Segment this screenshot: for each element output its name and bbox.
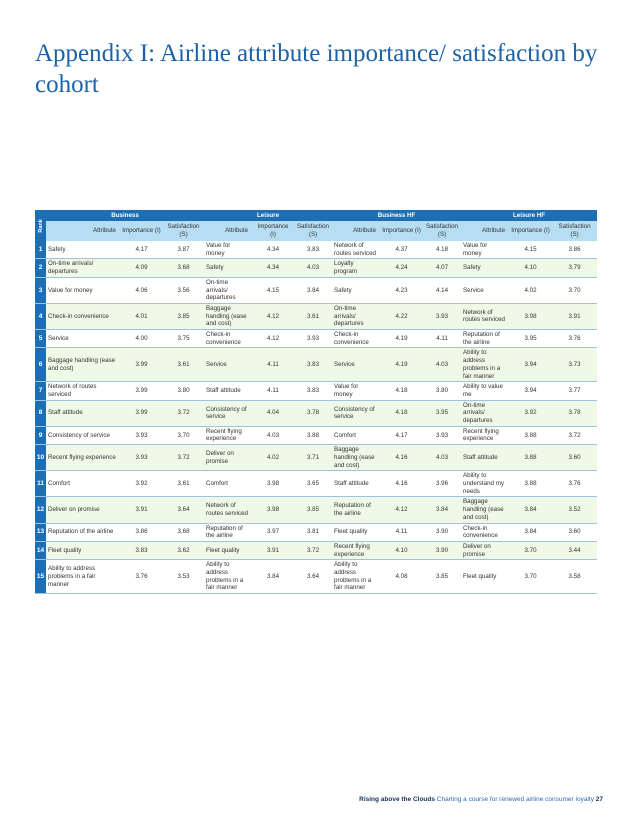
importance-cell: 4.22 [380, 303, 423, 329]
importance-cell: 3.84 [509, 523, 552, 541]
attribute-header: Attribute [204, 221, 252, 241]
importance-cell: 4.11 [252, 382, 294, 400]
importance-cell: 4.02 [252, 445, 294, 471]
satisfaction-cell: 3.84 [294, 277, 332, 303]
attribute-cell: On-time arrivals/ departures [46, 259, 120, 277]
importance-cell: 3.99 [120, 348, 163, 382]
table-row [35, 471, 597, 497]
attribute-cell: Service [332, 348, 380, 382]
satisfaction-cell: 3.77 [552, 382, 597, 400]
importance-cell: 3.92 [509, 400, 552, 426]
importance-cell: 3.99 [120, 382, 163, 400]
rank-cell: 2 [35, 259, 46, 277]
attribute-cell: Safety [461, 259, 509, 277]
table-row [35, 400, 597, 426]
rank-cell: 3 [35, 277, 46, 303]
attribute-cell: Ability to address problems in a fair manner [332, 560, 380, 594]
table-row [35, 277, 597, 303]
satisfaction-cell: 4.03 [294, 259, 332, 277]
attribute-cell: Reputation of the airline [332, 497, 380, 523]
rank-cell: 8 [35, 400, 46, 426]
attribute-cell: Consistency of service [46, 426, 120, 444]
rank-cell: 12 [35, 497, 46, 523]
attribute-cell: Recent flying experience [204, 426, 252, 444]
importance-header: Importance (I) [380, 221, 423, 241]
satisfaction-cell: 3.79 [552, 259, 597, 277]
importance-cell: 4.06 [120, 277, 163, 303]
satisfaction-cell: 3.87 [163, 241, 204, 259]
attribute-cell: Deliver on promise [204, 445, 252, 471]
satisfaction-cell: 3.70 [163, 426, 204, 444]
rank-cell: 4 [35, 303, 46, 329]
attribute-cell: Staff attitude [204, 382, 252, 400]
satisfaction-cell: 3.56 [163, 277, 204, 303]
attribute-cell: Reputation of the airline [204, 523, 252, 541]
table-row [35, 382, 597, 400]
satisfaction-cell: 3.65 [294, 471, 332, 497]
rank-cell: 10 [35, 445, 46, 471]
importance-cell: 3.98 [252, 471, 294, 497]
attribute-cell: Check-in convenience [46, 303, 120, 329]
attribute-cell: Service [461, 277, 509, 303]
importance-cell: 3.93 [120, 426, 163, 444]
importance-cell: 4.04 [252, 400, 294, 426]
attribute-cell: Comfort [46, 471, 120, 497]
rank-cell: 14 [35, 541, 46, 559]
satisfaction-cell: 3.72 [294, 541, 332, 559]
satisfaction-cell: 4.03 [423, 445, 461, 471]
satisfaction-header: Satisfaction (S) [423, 221, 461, 241]
importance-cell: 3.84 [509, 497, 552, 523]
satisfaction-cell: 3.95 [423, 400, 461, 426]
satisfaction-cell: 3.88 [294, 426, 332, 444]
satisfaction-cell: 3.91 [552, 303, 597, 329]
attribute-cell: Check-in convenience [204, 330, 252, 348]
satisfaction-header: Satisfaction (S) [552, 221, 597, 241]
satisfaction-cell: 3.78 [552, 400, 597, 426]
satisfaction-cell: 3.83 [294, 382, 332, 400]
table-row [35, 497, 597, 523]
attribute-cell: Recent flying experience [46, 445, 120, 471]
importance-cell: 3.97 [252, 523, 294, 541]
rank-header: Rank [35, 210, 46, 241]
satisfaction-cell: 3.85 [163, 303, 204, 329]
attribute-cell: Network of routes serviced [332, 241, 380, 259]
importance-cell: 4.12 [252, 330, 294, 348]
importance-cell: 4.37 [380, 241, 423, 259]
satisfaction-cell: 3.60 [552, 523, 597, 541]
satisfaction-cell: 3.71 [294, 445, 332, 471]
rank-cell: 9 [35, 426, 46, 444]
importance-cell: 3.86 [120, 523, 163, 541]
attribute-header: Attribute [461, 221, 509, 241]
satisfaction-cell: 3.80 [423, 382, 461, 400]
satisfaction-cell: 3.81 [294, 523, 332, 541]
rank-cell: 13 [35, 523, 46, 541]
attribute-cell: Fleet quality [46, 541, 120, 559]
importance-cell: 3.88 [509, 445, 552, 471]
cohort-header-business-hf: Business HF [332, 210, 461, 221]
importance-cell: 3.88 [509, 426, 552, 444]
attribute-cell: Consistency of service [204, 400, 252, 426]
attribute-cell: Safety [204, 259, 252, 277]
importance-cell: 4.02 [509, 277, 552, 303]
satisfaction-cell: 3.85 [423, 560, 461, 594]
satisfaction-cell: 3.52 [552, 497, 597, 523]
footer-report-title: Rising above the Clouds [359, 796, 435, 803]
attribute-cell: Check-in convenience [332, 330, 380, 348]
rank-cell: 11 [35, 471, 46, 497]
satisfaction-cell: 3.70 [552, 277, 597, 303]
importance-cell: 3.84 [252, 560, 294, 594]
importance-cell: 3.70 [509, 560, 552, 594]
satisfaction-cell: 3.62 [163, 541, 204, 559]
satisfaction-cell: 4.14 [423, 277, 461, 303]
satisfaction-cell: 3.90 [423, 523, 461, 541]
satisfaction-cell: 3.93 [294, 330, 332, 348]
satisfaction-cell: 3.72 [163, 400, 204, 426]
attribute-cell: Reputation of the airline [461, 330, 509, 348]
satisfaction-cell: 4.07 [423, 259, 461, 277]
satisfaction-cell: 3.64 [163, 497, 204, 523]
satisfaction-cell: 3.61 [163, 471, 204, 497]
importance-cell: 4.34 [252, 241, 294, 259]
importance-cell: 4.34 [252, 259, 294, 277]
attribute-cell: Staff attitude [332, 471, 380, 497]
importance-header: Importance (I) [120, 221, 163, 241]
attribute-cell: Safety [332, 277, 380, 303]
attribute-cell: Network of routes serviced [46, 382, 120, 400]
importance-cell: 4.10 [380, 541, 423, 559]
cohort-header-leisure: Leisure [204, 210, 332, 221]
satisfaction-cell: 3.60 [552, 445, 597, 471]
rank-cell: 5 [35, 330, 46, 348]
importance-cell: 3.83 [120, 541, 163, 559]
attribute-cell: Service [204, 348, 252, 382]
importance-cell: 3.88 [509, 471, 552, 497]
page-footer [359, 796, 603, 803]
attribute-cell: Ability to address problems in a fair manner [204, 560, 252, 594]
attribute-cell: On-time arrivals/ departures [332, 303, 380, 329]
importance-cell: 3.91 [252, 541, 294, 559]
attribute-cell: Baggage handling (ease and cost) [46, 348, 120, 382]
table-row [35, 541, 597, 559]
table-row [35, 348, 597, 382]
importance-cell: 3.98 [252, 497, 294, 523]
importance-cell: 4.12 [252, 303, 294, 329]
attribute-cell: Ability to address problems in a fair manner [461, 348, 509, 382]
page-number: 27 [595, 796, 603, 803]
satisfaction-cell: 4.11 [423, 330, 461, 348]
attribute-cell: Deliver on promise [461, 541, 509, 559]
attribute-cell: Ability to address problems in a fair manner [46, 560, 120, 594]
satisfaction-cell: 3.84 [423, 497, 461, 523]
attribute-cell: Recent flying experience [332, 541, 380, 559]
importance-cell: 3.91 [120, 497, 163, 523]
satisfaction-cell: 3.80 [163, 382, 204, 400]
table-row [35, 426, 597, 444]
importance-cell: 4.18 [380, 400, 423, 426]
satisfaction-cell: 3.68 [163, 259, 204, 277]
attribute-cell: Deliver on promise [46, 497, 120, 523]
cohort-header-business: Business [46, 210, 204, 221]
importance-cell: 4.18 [380, 382, 423, 400]
satisfaction-cell: 3.85 [294, 497, 332, 523]
satisfaction-cell: 3.76 [552, 471, 597, 497]
attribute-cell: Value for money [46, 277, 120, 303]
satisfaction-cell: 3.72 [163, 445, 204, 471]
importance-cell: 3.98 [509, 303, 552, 329]
satisfaction-cell: 4.03 [423, 348, 461, 382]
attribute-cell: Recent flying experience [461, 426, 509, 444]
importance-cell: 3.70 [509, 541, 552, 559]
satisfaction-cell: 3.72 [552, 426, 597, 444]
importance-cell: 3.92 [120, 471, 163, 497]
satisfaction-cell: 3.78 [294, 400, 332, 426]
importance-cell: 4.08 [380, 560, 423, 594]
importance-cell: 3.93 [120, 445, 163, 471]
importance-cell: 4.03 [252, 426, 294, 444]
satisfaction-cell: 3.64 [294, 560, 332, 594]
satisfaction-header: Satisfaction (S) [163, 221, 204, 241]
importance-cell: 4.19 [380, 330, 423, 348]
attribute-cell: Check-in convenience [461, 523, 509, 541]
satisfaction-cell: 3.53 [163, 560, 204, 594]
attribute-cell: Staff attitude [46, 400, 120, 426]
attribute-cell: Value for money [332, 382, 380, 400]
attribute-cell: Value for money [204, 241, 252, 259]
attribute-cell: Safety [46, 241, 120, 259]
satisfaction-cell: 3.58 [552, 560, 597, 594]
attribute-cell: Comfort [332, 426, 380, 444]
importance-cell: 3.76 [120, 560, 163, 594]
importance-cell: 4.01 [120, 303, 163, 329]
attribute-table [35, 210, 597, 594]
table-row [35, 303, 597, 329]
importance-cell: 4.15 [509, 241, 552, 259]
satisfaction-cell: 3.68 [163, 523, 204, 541]
attribute-cell: Ability to understand my needs [461, 471, 509, 497]
satisfaction-cell: 3.96 [423, 471, 461, 497]
attribute-cell: Network of routes serviced [204, 497, 252, 523]
attribute-cell: Loyalty program [332, 259, 380, 277]
satisfaction-cell: 3.83 [294, 241, 332, 259]
satisfaction-cell: 3.61 [163, 348, 204, 382]
attribute-cell: Baggage handling (ease and cost) [204, 303, 252, 329]
satisfaction-cell: 3.73 [552, 348, 597, 382]
footer-subtitle: Charting a course for renewed airline consumer loyalty [436, 796, 594, 803]
table-body [35, 241, 597, 594]
attribute-cell: On-time arrivals/ departures [204, 277, 252, 303]
attribute-cell: Reputation of the airline [46, 523, 120, 541]
importance-cell: 3.94 [509, 382, 552, 400]
rank-cell: 6 [35, 348, 46, 382]
table-row [35, 241, 597, 259]
importance-header: Importance (I) [252, 221, 294, 241]
importance-cell: 4.11 [380, 523, 423, 541]
importance-cell: 4.19 [380, 348, 423, 382]
attribute-header: Attribute [332, 221, 380, 241]
importance-cell: 4.17 [380, 426, 423, 444]
attribute-cell: On-time arrivals/ departures [461, 400, 509, 426]
satisfaction-cell: 3.44 [552, 541, 597, 559]
satisfaction-header: Satisfaction (S) [294, 221, 332, 241]
rank-cell: 15 [35, 560, 46, 594]
attribute-cell: Fleet quality [204, 541, 252, 559]
table-row [35, 330, 597, 348]
satisfaction-cell: 3.90 [423, 541, 461, 559]
table-row [35, 445, 597, 471]
importance-cell: 4.23 [380, 277, 423, 303]
satisfaction-cell: 3.93 [423, 426, 461, 444]
table-row [35, 523, 597, 541]
importance-header: Importance (I) [509, 221, 552, 241]
attribute-header: Attribute [46, 221, 120, 241]
importance-cell: 4.11 [252, 348, 294, 382]
attribute-cell: Service [46, 330, 120, 348]
rank-cell: 7 [35, 382, 46, 400]
satisfaction-cell: 3.93 [423, 303, 461, 329]
table-row [35, 259, 597, 277]
attribute-cell: Staff attitude [461, 445, 509, 471]
attribute-cell: Baggage handling (ease and cost) [461, 497, 509, 523]
satisfaction-cell: 4.18 [423, 241, 461, 259]
attribute-cell: Comfort [204, 471, 252, 497]
importance-cell: 4.24 [380, 259, 423, 277]
rank-cell: 1 [35, 241, 46, 259]
importance-cell: 4.00 [120, 330, 163, 348]
attribute-cell: Network of routes serviced [461, 303, 509, 329]
importance-cell: 4.09 [120, 259, 163, 277]
importance-cell: 4.12 [380, 497, 423, 523]
importance-cell: 4.16 [380, 471, 423, 497]
importance-cell: 3.99 [120, 400, 163, 426]
attribute-cell: Fleet quality [461, 560, 509, 594]
table-row [35, 560, 597, 594]
attribute-cell: Ability to value me [461, 382, 509, 400]
satisfaction-cell: 3.86 [552, 241, 597, 259]
importance-cell: 4.15 [252, 277, 294, 303]
page-title: Appendix I: Airline attribute importance/ satisfaction by cohort [35, 40, 598, 98]
cohort-header-leisure-hf: Leisure HF [461, 210, 597, 221]
satisfaction-cell: 3.75 [163, 330, 204, 348]
satisfaction-cell: 3.76 [552, 330, 597, 348]
attribute-cell: Value for money [461, 241, 509, 259]
satisfaction-cell: 3.61 [294, 303, 332, 329]
importance-cell: 4.17 [120, 241, 163, 259]
attribute-cell: Fleet quality [332, 523, 380, 541]
importance-cell: 3.94 [509, 348, 552, 382]
importance-cell: 3.95 [509, 330, 552, 348]
importance-cell: 4.16 [380, 445, 423, 471]
satisfaction-cell: 3.83 [294, 348, 332, 382]
importance-cell: 4.10 [509, 259, 552, 277]
attribute-cell: Consistency of service [332, 400, 380, 426]
attribute-cell: Baggage handling (ease and cost) [332, 445, 380, 471]
